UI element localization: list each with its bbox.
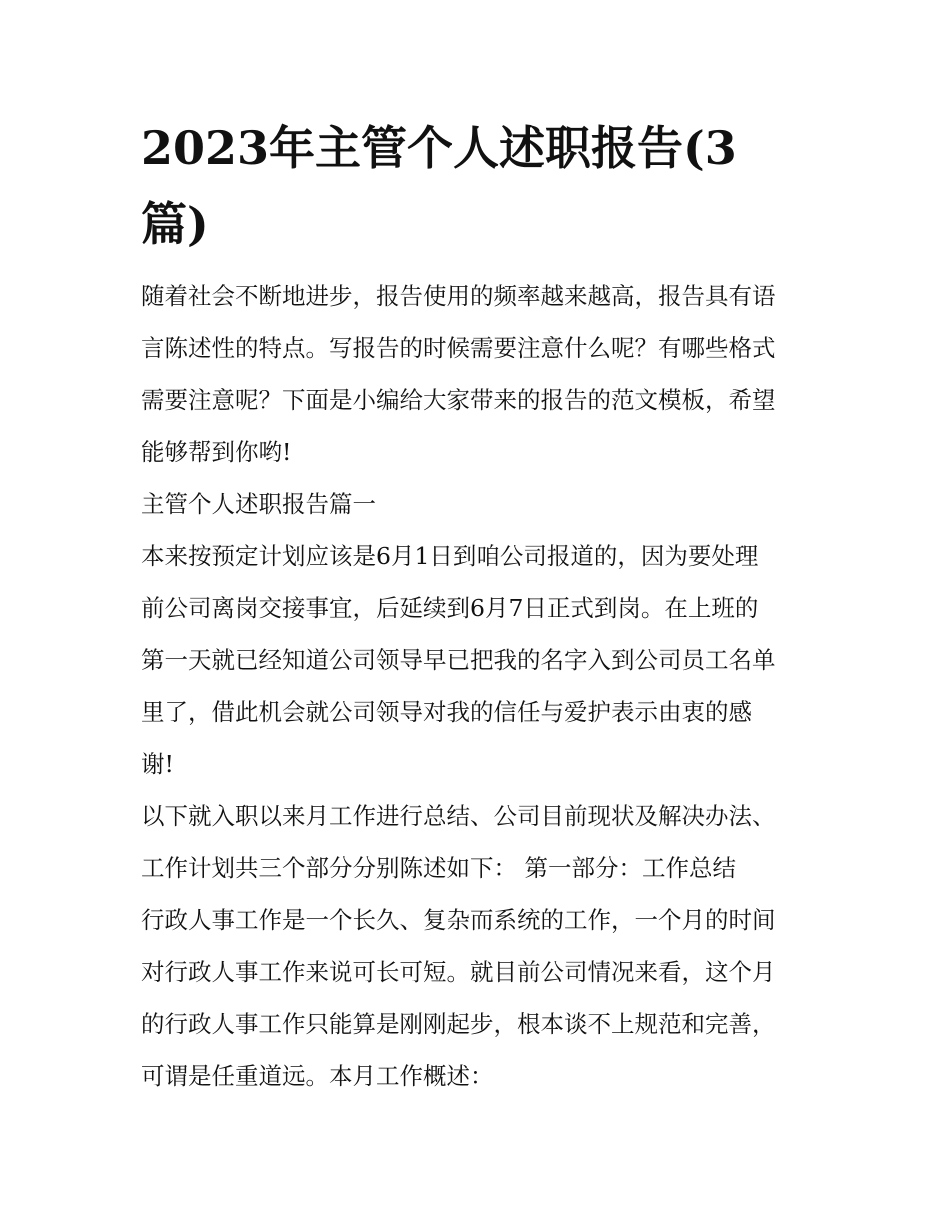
text-line: 言陈述性的特点。写报告的时候需要注意什么呢？有哪些格式 bbox=[141, 334, 776, 362]
text-line: 本来按预定计划应该是6月1日到咱公司报道的，因为要处理 bbox=[141, 542, 759, 570]
text-line: 可谓是任重道远。本月工作概述： bbox=[141, 1062, 494, 1090]
text-line: 需要注意呢？下面是小编给大家带来的报告的范文模板，希望 bbox=[141, 386, 776, 414]
text-line: 随着社会不断地进步，报告使用的频率越来越高，报告具有语 bbox=[141, 282, 776, 310]
document-page bbox=[141, 110, 813, 1102]
text-line: 谢! bbox=[141, 750, 174, 778]
document-title bbox=[141, 110, 813, 262]
body-paragraph bbox=[141, 530, 813, 790]
intro-paragraph bbox=[141, 270, 813, 478]
text-line: 里了，借此机会就公司领导对我的信任与爱护表示由衷的感 bbox=[141, 698, 752, 726]
text-line: 以下就入职以来月工作进行总结、公司目前现状及解决办法、 bbox=[141, 802, 776, 830]
text-line: 对行政人事工作来说可长可短。就目前公司情况来看，这个月 bbox=[141, 958, 776, 986]
text-line: 的行政人事工作只能算是刚刚起步，根本谈不上规范和完善， bbox=[141, 1010, 776, 1038]
body-paragraph bbox=[141, 790, 813, 894]
section-heading bbox=[141, 478, 813, 530]
text-line: 工作计划共三个部分分别陈述如下： 第一部分：工作总结 bbox=[141, 854, 736, 882]
text-line: 前公司离岗交接事宜，后延续到6月7日正式到岗。在上班的 bbox=[141, 594, 759, 622]
title-line: 篇) bbox=[141, 197, 209, 251]
text-line: 第一天就已经知道公司领导早已把我的名字入到公司员工名单 bbox=[141, 646, 776, 674]
title-line: 2023年主管个人述职报告(3 bbox=[141, 121, 737, 175]
text-line: 行政人事工作是一个长久、复杂而系统的工作，一个月的时间 bbox=[141, 906, 776, 934]
text-line: 能够帮到你哟! bbox=[141, 438, 292, 466]
text-line: 主管个人述职报告篇一 bbox=[141, 490, 376, 518]
body-paragraph bbox=[141, 894, 813, 1102]
